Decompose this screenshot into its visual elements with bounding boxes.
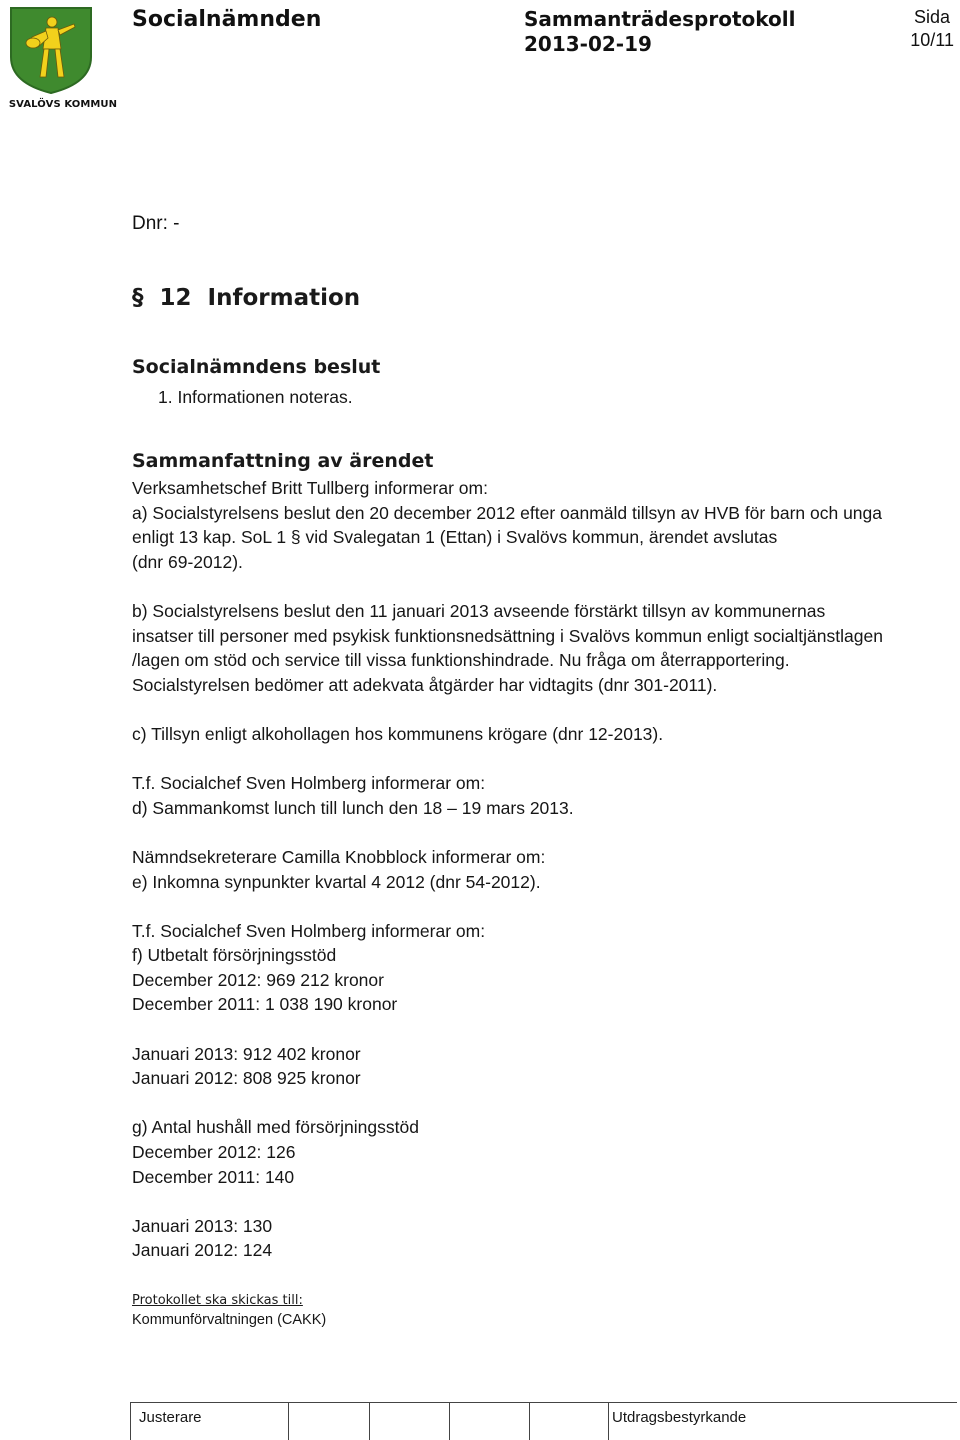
signature-cell [369, 1403, 450, 1440]
summary-spacer [132, 574, 958, 599]
summary-line: /lagen om stöd och service till vissa funktionshindrade. Nu fråga om återrapportering. [132, 650, 790, 671]
summary-line: d) Sammankomst lunch till lunch den 18 – 19 mars 2013. [132, 797, 574, 818]
summary-line: b) Socialstyrelsens beslut den 11 januari 2013 avseende förstärkt tillsyn av kommunernas [132, 600, 826, 621]
summary-line: Verksamhetschef Britt Tullberg informerar om: [132, 478, 488, 498]
header-organization: Socialnämnden [132, 7, 322, 32]
decision-list [158, 385, 353, 410]
summary-line: enligt 13 kap. SoL 1 § vid Svalegatan 1 (Ettan) i Svalövs kommun, ärendet avslutas [132, 527, 778, 548]
summary-line: Socialstyrelsen bedömer att adekvata åtgärder har vidtagits (dnr 301-2011). [132, 674, 718, 695]
diary-number: Dnr: - [132, 213, 180, 234]
signature-cell-certification [608, 1403, 958, 1440]
summary-line: Januari 2012: 808 925 kronor [132, 1068, 361, 1089]
summary-spacer [132, 697, 958, 722]
summary-heading: Sammanfattning av ärendet [132, 450, 434, 472]
summary-line: f) Utbetalt försörjningsstöd [132, 945, 337, 966]
signature-cell [449, 1403, 530, 1440]
distribution-recipient: Kommunförvaltningen (CAKK) [132, 1312, 327, 1328]
summary-spacer [132, 820, 958, 845]
municipality-coat-of-arms [8, 5, 118, 110]
summary-line: December 2012: 969 212 kronor [132, 969, 384, 990]
summary-spacer [132, 1091, 958, 1116]
signature-cell [529, 1403, 609, 1440]
certification-label: Utdragsbestyrkande [612, 1409, 747, 1426]
summary-line: c) Tillsyn enligt alkohollagen hos kommunens krögare (dnr 12-2013). [132, 723, 664, 744]
header-page-number: 10/11 [910, 30, 954, 50]
summary-line: e) Inkomna synpunkter kvartal 4 2012 (dnr 54-2012). [132, 871, 541, 892]
summary-line: Nämndsekreterare Camilla Knobblock informerar om: [132, 846, 546, 867]
section-title [132, 285, 360, 311]
logo-wordmark: SVALÖVS KOMMUN [8, 99, 118, 110]
summary-line: T.f. Socialchef Sven Holmberg informerar om: [132, 773, 486, 794]
header-document-type: Sammanträdesprotokoll [524, 7, 796, 31]
summary-line: T.f. Socialchef Sven Holmberg informerar om: [132, 920, 486, 941]
summary-line: December 2012: 126 [132, 1142, 296, 1163]
section-symbol: § [132, 285, 144, 311]
summary-line: December 2011: 140 [132, 1166, 295, 1187]
section-title-text: Information [207, 285, 361, 311]
header-date: 2013-02-19 [524, 32, 652, 56]
header-page-label: Sida [913, 7, 950, 27]
summary-body [132, 476, 958, 1263]
summary-line: Januari 2012: 124 [132, 1240, 273, 1261]
summary-line: Januari 2013: 130 [132, 1215, 273, 1236]
summary-spacer [132, 1189, 958, 1214]
signature-cell [288, 1403, 370, 1440]
summary-line: (dnr 69-2012). [132, 551, 243, 572]
signature-cell-justerare [130, 1403, 289, 1440]
signature-table [130, 1402, 957, 1440]
summary-line: insatser till personer med psykisk funktionsnedsättning i Svalövs kommun enligt socialtjänstlagen [132, 625, 883, 646]
summary-line: a) Socialstyrelsens beslut den 20 december 2012 efter oanmäld tillsyn av HVB för barn och unga [132, 502, 883, 523]
section-number: 12 [159, 285, 192, 311]
distribution-label: Protokollet ska skickas till: [132, 1293, 303, 1308]
justerare-label: Justerare [139, 1409, 202, 1426]
summary-line: g) Antal hushåll med försörjningsstöd [132, 1117, 419, 1138]
summary-line: December 2011: 1 038 190 kronor [132, 994, 398, 1015]
summary-spacer [132, 1017, 958, 1042]
summary-spacer [132, 747, 958, 772]
decision-heading: Socialnämndens beslut [132, 356, 381, 378]
summary-line: Januari 2013: 912 402 kronor [132, 1043, 361, 1064]
decision-item: 1. Informationen noteras. [158, 387, 353, 407]
summary-spacer [132, 894, 958, 919]
